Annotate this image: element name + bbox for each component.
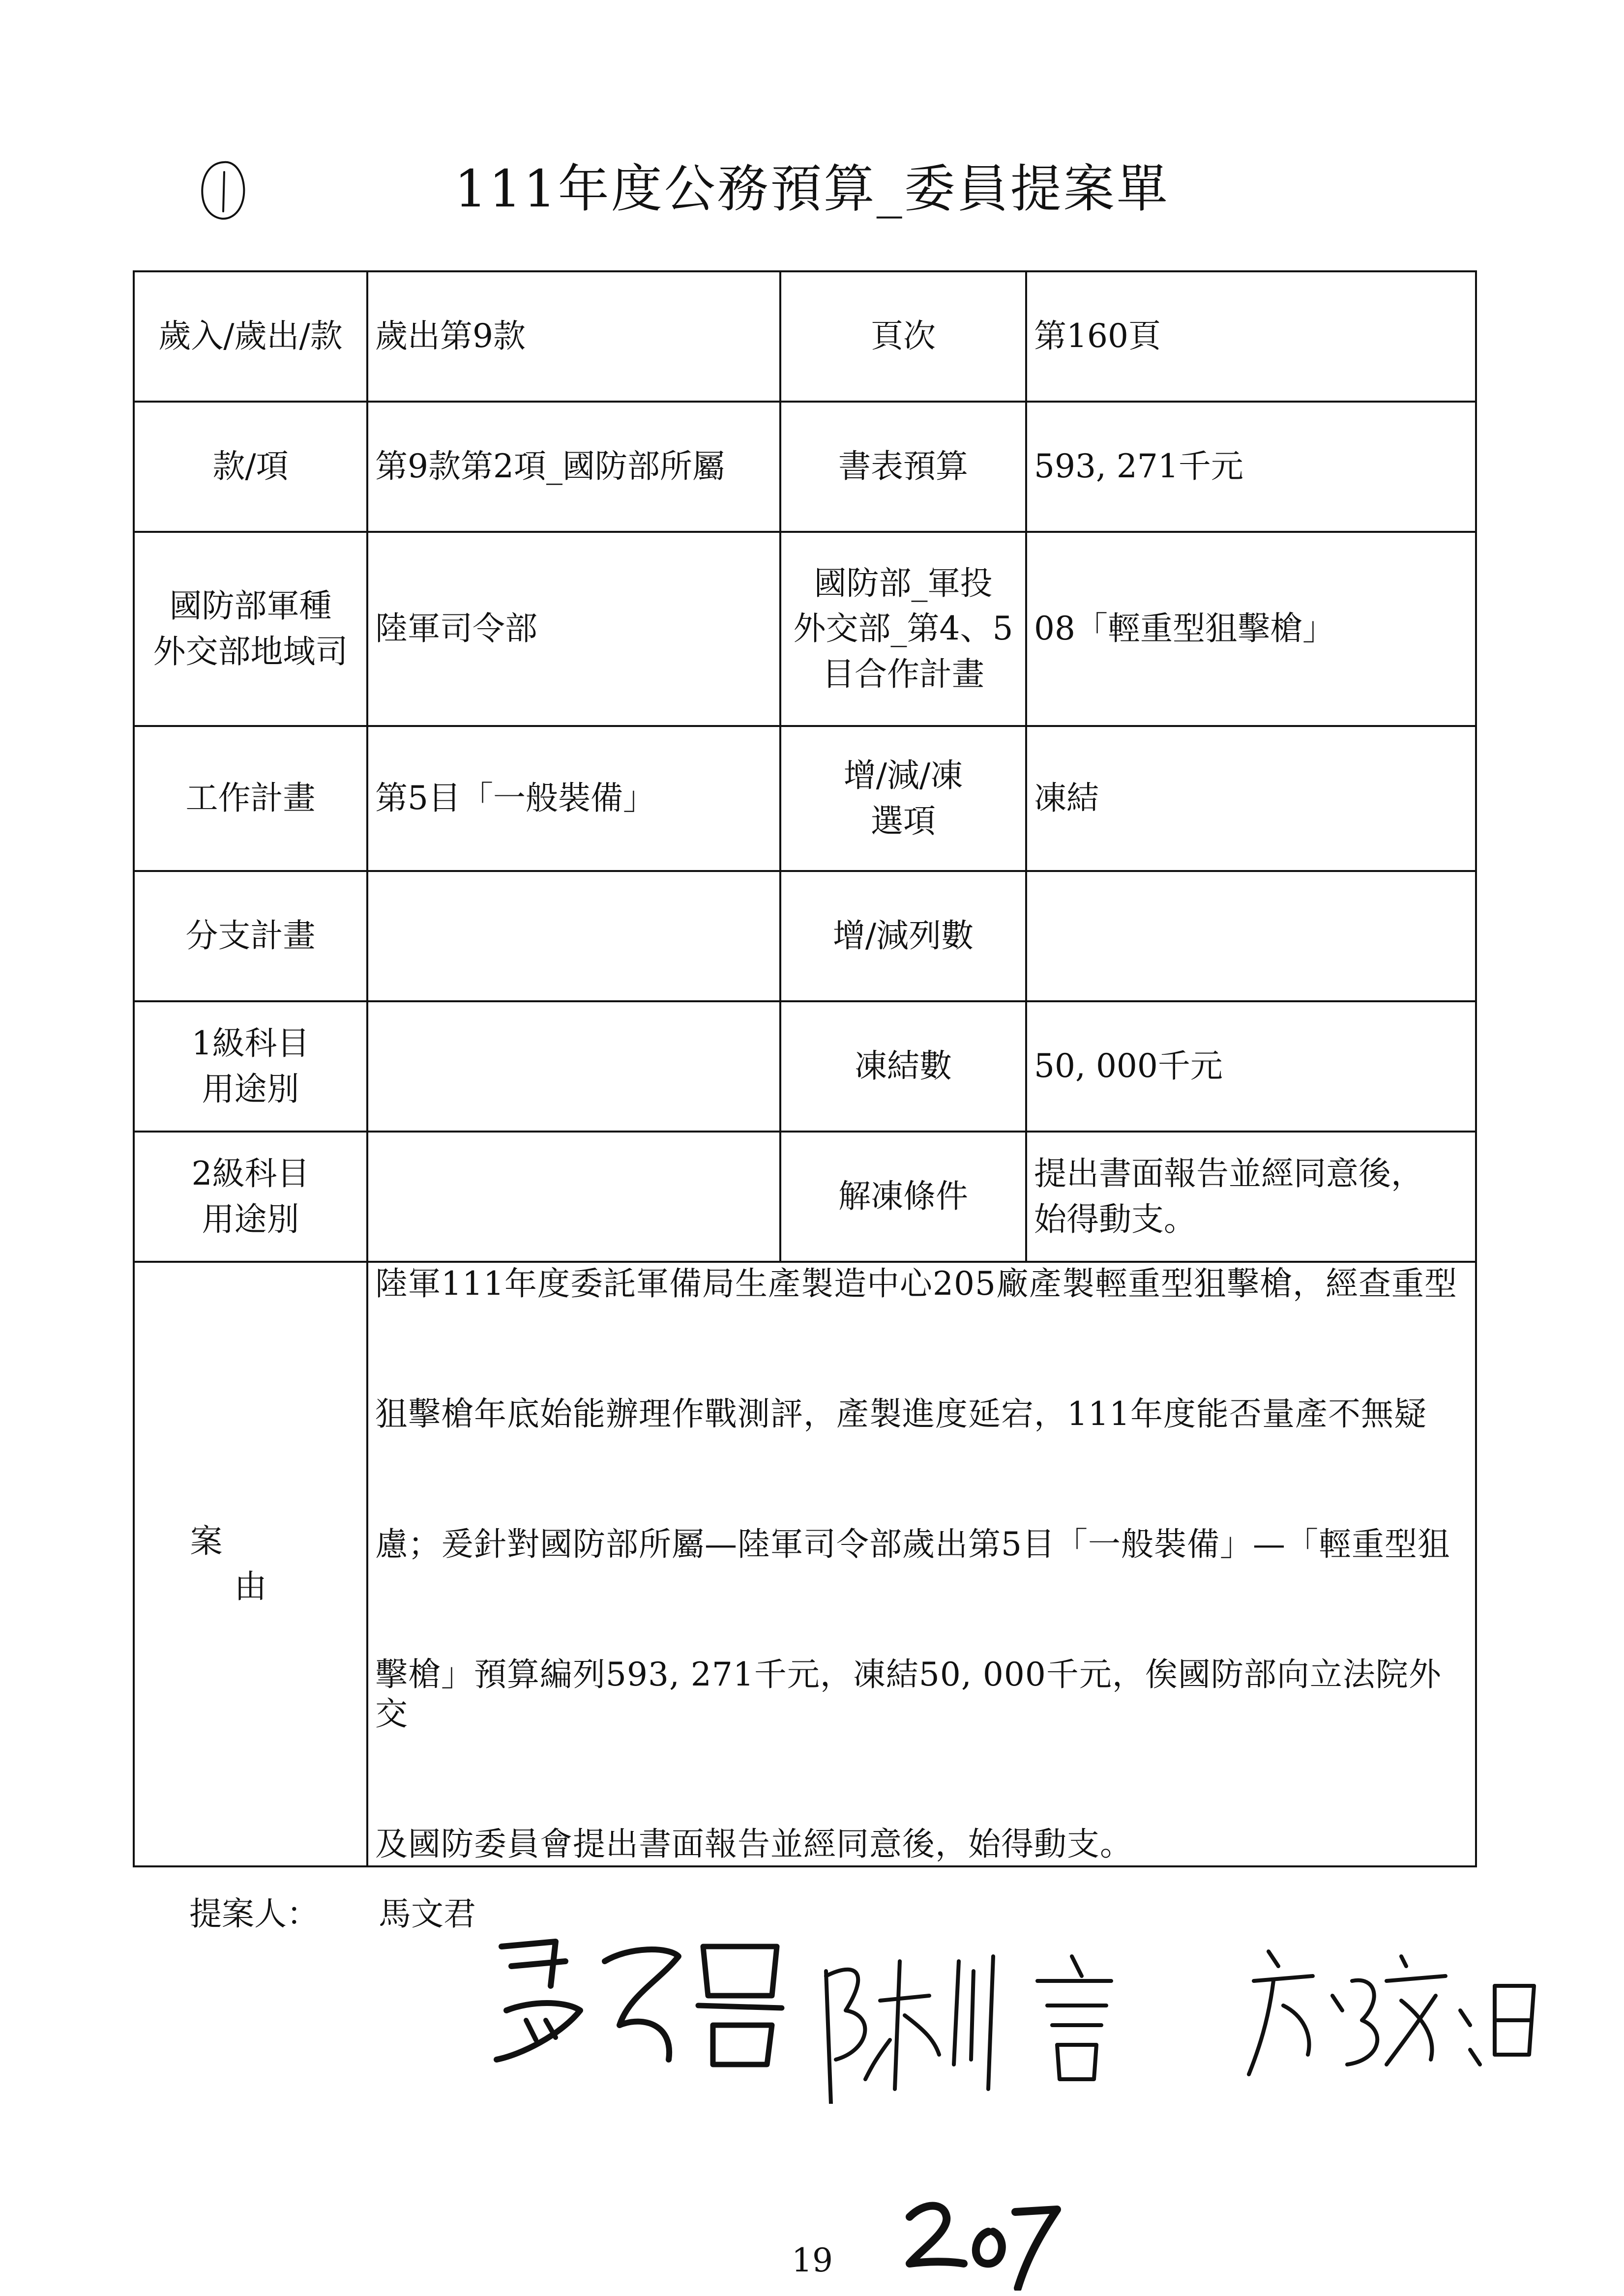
value-level1-subject bbox=[367, 1001, 780, 1132]
label-work-plan: 工作計畫 bbox=[134, 726, 367, 871]
handwritten-circle-mark bbox=[197, 157, 251, 226]
unfreeze-condition-line2: 始得動支。 bbox=[1034, 1200, 1196, 1238]
label-level2-line1: 2級科目 bbox=[191, 1155, 310, 1193]
value-branch-plan bbox=[367, 871, 780, 1001]
label-program-line2: 外交部_第4、5 bbox=[793, 610, 1013, 648]
label-level2-line2: 用途別 bbox=[202, 1200, 299, 1238]
value-level2-subject bbox=[367, 1132, 780, 1262]
reason-line: 擊槍」預算編列593, 271千元，凍結50, 000千元，俟國防部向立法院外交 bbox=[375, 1656, 1442, 1733]
label-program-line3: 目合作計畫 bbox=[822, 655, 984, 693]
form-row-budget-type bbox=[134, 271, 1476, 402]
value-frozen-amount: 50, 000千元 bbox=[1026, 1001, 1476, 1132]
form-row-unit bbox=[134, 532, 1476, 726]
value-page: 第160頁 bbox=[1026, 271, 1476, 402]
reason-text bbox=[367, 1262, 1476, 1866]
value-budget-type: 歲出第9款 bbox=[367, 271, 780, 402]
unfreeze-condition-line1: 提出書面報告並經同意後， bbox=[1034, 1155, 1423, 1193]
label-program-line1: 國防部_軍投 bbox=[814, 564, 993, 602]
form-row-reason bbox=[134, 1262, 1476, 1866]
label-statement-budget: 書表預算 bbox=[780, 402, 1026, 532]
handwritten-signature bbox=[482, 1927, 787, 2074]
reason-line: 陸軍111年度委託軍備局生產製造中心205廠產製輕重型狙擊槍，經查重型 bbox=[375, 1265, 1457, 1303]
proposer-label: 提案人： bbox=[189, 1895, 319, 1933]
value-program: 08「輕重型狙擊槍」 bbox=[1026, 532, 1476, 726]
label-unit bbox=[134, 532, 367, 726]
reason-line: 慮；爰針對國防部所屬—陸軍司令部歲出第5目「一般裝備」—「輕重型狙 bbox=[375, 1525, 1450, 1563]
value-statement-budget: 593, 271千元 bbox=[1026, 402, 1476, 532]
form-row-section bbox=[134, 402, 1476, 532]
label-branch-plan: 分支計畫 bbox=[134, 871, 367, 1001]
handwritten-page-number bbox=[900, 2182, 1062, 2291]
form-row-level1-subject bbox=[134, 1001, 1476, 1132]
value-unit: 陸軍司令部 bbox=[367, 532, 780, 726]
label-level1-line2: 用途別 bbox=[202, 1070, 299, 1108]
form-row-level2-subject bbox=[134, 1132, 1476, 1262]
label-section: 款/項 bbox=[134, 402, 367, 532]
value-unfreeze-condition bbox=[1026, 1132, 1476, 1262]
label-budget-type: 歲入/歲出/款 bbox=[134, 271, 367, 402]
label-level1-line1: 1級科目 bbox=[191, 1024, 310, 1063]
page-number: 19 bbox=[792, 2241, 833, 2279]
label-page: 頁次 bbox=[780, 271, 1026, 402]
value-option: 凍結 bbox=[1026, 726, 1476, 871]
label-unit-line2: 外交部地域司 bbox=[153, 632, 348, 670]
label-reason: 案由 bbox=[134, 1262, 367, 1866]
label-change-amount: 增/減列數 bbox=[780, 871, 1026, 1001]
label-unfreeze-condition: 解凍條件 bbox=[780, 1132, 1026, 1262]
label-level1-subject bbox=[134, 1001, 367, 1132]
reason-line: 狙擊槍年底始能辦理作戰測評，產製進度延宕，111年度能否量產不無疑 bbox=[375, 1395, 1427, 1433]
value-work-plan: 第5目「一般裝備」 bbox=[367, 726, 780, 871]
handwritten-signature bbox=[1239, 1937, 1544, 2079]
label-frozen-amount: 凍結數 bbox=[780, 1001, 1026, 1132]
label-level2-subject bbox=[134, 1132, 367, 1262]
label-option-line2: 選項 bbox=[871, 802, 936, 840]
label-option-line1: 增/減/凍 bbox=[843, 756, 963, 795]
label-unit-line1: 國防部軍種 bbox=[169, 587, 332, 625]
form-row-branch-plan bbox=[134, 871, 1476, 1001]
form-row-work-plan bbox=[134, 726, 1476, 871]
value-section: 第9款第2項_國防部所屬 bbox=[367, 402, 780, 532]
page-title: 111年度公務預算_委員提案單 bbox=[454, 159, 1170, 219]
proposer-name: 馬文君 bbox=[379, 1895, 476, 1933]
handwritten-signature bbox=[816, 1942, 1160, 2104]
value-change-amount bbox=[1026, 871, 1476, 1001]
label-program bbox=[780, 532, 1026, 726]
proposal-form-table bbox=[133, 270, 1477, 1867]
label-option bbox=[780, 726, 1026, 871]
reason-line: 及國防委員會提出書面報告並經同意後，始得動支。 bbox=[375, 1825, 1133, 1863]
